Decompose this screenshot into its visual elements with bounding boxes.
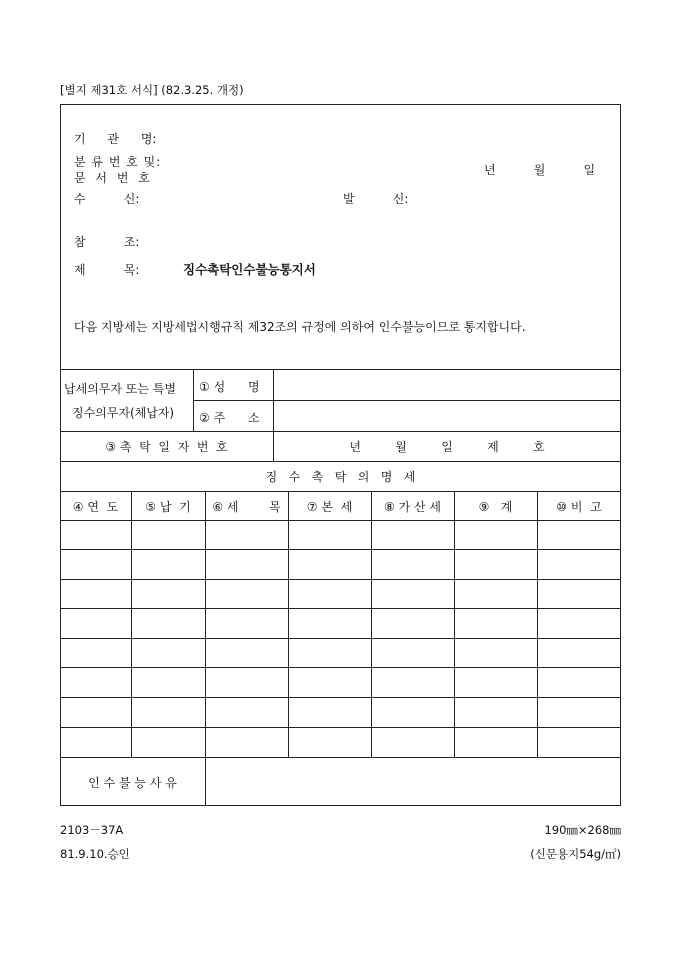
agency-label: 기 관 명: (74, 132, 157, 146)
column-header-remarks: ⑩ 비 고 (556, 500, 602, 514)
column-divider (454, 491, 455, 757)
form-header: [별지 제31호 서식] (82.3.25. 개정) (60, 83, 244, 97)
paper-type: (신문용지54g/㎡) (530, 847, 621, 861)
column-header-tax-item: ⑥ 세 목 (212, 500, 281, 514)
column-divider (371, 491, 372, 757)
commission-number-label: ③ 촉 탁 일 자 번 호 (105, 440, 228, 454)
reason-label: 인 수 불 능 사 유 (88, 776, 177, 790)
subject-label: 제 목: (74, 263, 140, 277)
subject-value: 징수촉탁인수불능통지서 (183, 262, 316, 277)
column-header-total: ⑨ 계 (478, 500, 513, 514)
commission-number-value: 년 월 일 제 호 (349, 440, 545, 454)
taxpayer-label-2: 징수의무자(체납자) (72, 406, 175, 420)
column-divider (205, 491, 206, 806)
column-header-principal: ⑦ 본 세 (306, 500, 353, 514)
taxpayer-label-1: 납세의무자 또는 특별 (64, 382, 176, 396)
divider-name-address (193, 400, 621, 401)
classification-label-1: 분 류 번 호 및: (74, 155, 162, 169)
date-label: 년 월 일 (484, 163, 596, 177)
divider-top-section (60, 369, 621, 370)
approval-date: 81.9.10.승인 (60, 847, 130, 861)
column-divider (288, 491, 289, 757)
divider-commission (60, 461, 621, 462)
column-header-due: ⑤ 납 기 (145, 500, 191, 514)
column-header-penalty: ⑧ 가 산 세 (384, 500, 441, 514)
divider-taxpayer (60, 431, 621, 432)
column-divider (131, 491, 132, 757)
taxpayer-col-divider-2 (273, 369, 274, 431)
address-label: ② 주 소 (199, 411, 260, 425)
reference-label: 참 조: (74, 235, 140, 249)
details-title: 징 수 촉 탁 의 명 세 (265, 470, 416, 484)
column-header-year: ④ 연 도 (72, 500, 119, 514)
body-text: 다음 지방세는 지방세법시행규칙 제32조의 규정에 의하여 인수불능이므로 통지합니다. (74, 320, 526, 334)
classification-label-2: 문 서 번 호 (74, 171, 150, 185)
taxpayer-col-divider-1 (193, 369, 194, 431)
sender-label: 발 신: (343, 192, 409, 206)
column-divider (537, 491, 538, 757)
name-label: ① 성 명 (199, 380, 260, 394)
paper-size: 190㎜×268㎜ (544, 823, 621, 837)
recipient-label: 수 신: (74, 192, 140, 206)
form-code: 2103－37A (60, 823, 124, 837)
row-divider (60, 757, 621, 758)
